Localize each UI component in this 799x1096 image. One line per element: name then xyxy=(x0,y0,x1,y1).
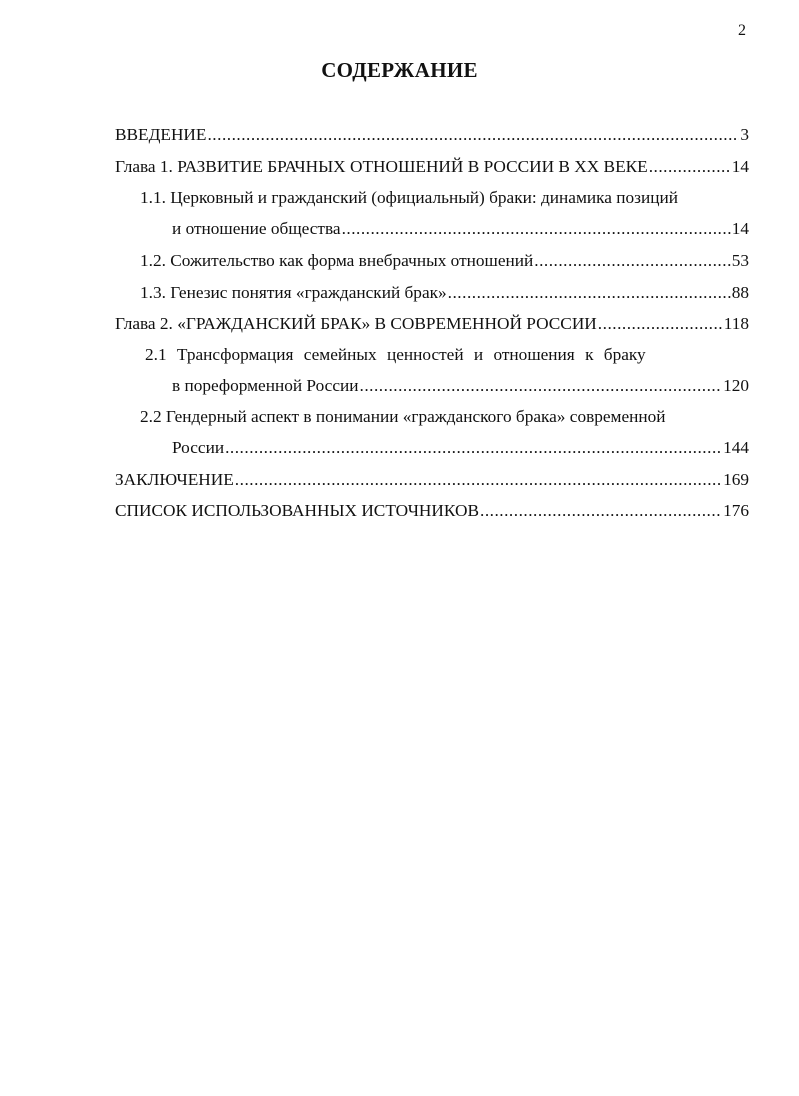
toc-leader-dots xyxy=(225,437,722,459)
toc-leader-dots xyxy=(235,469,722,491)
toc-entry-2-1 xyxy=(172,375,749,397)
toc-entry-text: ЗАКЛЮЧЕНИЕ xyxy=(115,470,234,489)
toc-entry-text: ВВЕДЕНИЕ xyxy=(115,125,207,144)
toc-entry-1-1-line1: 1.1. Церковный и гражданский (официальный) браки: динамика позиций xyxy=(140,188,678,207)
toc-leader-dots xyxy=(598,313,723,335)
toc-entry-2-1-line1: 2.1 Трансформация семейных ценностей и отношения к браку xyxy=(145,345,646,364)
toc-entry-page: 3 xyxy=(740,125,749,144)
toc-entry-text: 1.3. Генезис понятия «гражданский брак» xyxy=(140,283,447,302)
toc-entry-text: 1.2. Сожительство как форма внебрачных отношений xyxy=(140,251,534,270)
page-title: СОДЕРЖАНИЕ xyxy=(321,58,478,82)
toc-entry-page: 88 xyxy=(731,283,749,302)
toc-leader-dots xyxy=(448,282,731,304)
toc-entry-text: России xyxy=(172,438,225,457)
toc-entry-page: 120 xyxy=(723,376,749,395)
toc-entry-2-2-line1: 2.2 Гендерный аспект в понимании «гражданского брака» современной xyxy=(140,407,666,426)
toc-leader-dots xyxy=(649,156,731,178)
toc-entry-text: в пореформенной России xyxy=(172,376,359,395)
toc-entry-page: 176 xyxy=(723,501,749,520)
toc-entry-page: 169 xyxy=(723,470,749,489)
toc-leader-dots xyxy=(207,124,739,146)
toc-leader-dots xyxy=(342,218,731,240)
toc-entry-page: 14 xyxy=(731,219,749,238)
toc-entry-page: 118 xyxy=(723,314,749,333)
toc-entry-page: 14 xyxy=(731,157,749,176)
toc-leader-dots xyxy=(360,375,723,397)
toc-entry-sources xyxy=(115,500,749,522)
toc-leader-dots xyxy=(534,250,730,272)
toc-entry-conclusion xyxy=(115,469,749,491)
toc-leader-dots xyxy=(480,500,722,522)
toc-entry-page: 144 xyxy=(723,438,749,457)
toc-entry-2-2 xyxy=(172,437,749,459)
toc-entry-text: СПИСОК ИСПОЛЬЗОВАННЫХ ИСТОЧНИКОВ xyxy=(115,501,479,520)
toc-entry-chapter-2 xyxy=(115,313,749,335)
page-number: 2 xyxy=(738,22,746,39)
toc-entry-text: Глава 2. «ГРАЖДАНСКИЙ БРАК» В СОВРЕМЕННОЙ РОССИИ xyxy=(115,314,597,333)
toc-entry-1-3 xyxy=(140,282,749,304)
toc-entry-1-2 xyxy=(140,250,749,272)
toc-entry-1-1 xyxy=(172,218,749,240)
toc-entry-chapter-1 xyxy=(115,156,749,178)
toc-entry-intro xyxy=(115,124,749,146)
toc-entry-text: и отношение общества xyxy=(172,219,341,238)
toc-entry-page: 53 xyxy=(731,251,749,270)
toc-entry-text: Глава 1. РАЗВИТИЕ БРАЧНЫХ ОТНОШЕНИЙ В РОССИИ В ХХ ВЕКЕ xyxy=(115,157,648,176)
